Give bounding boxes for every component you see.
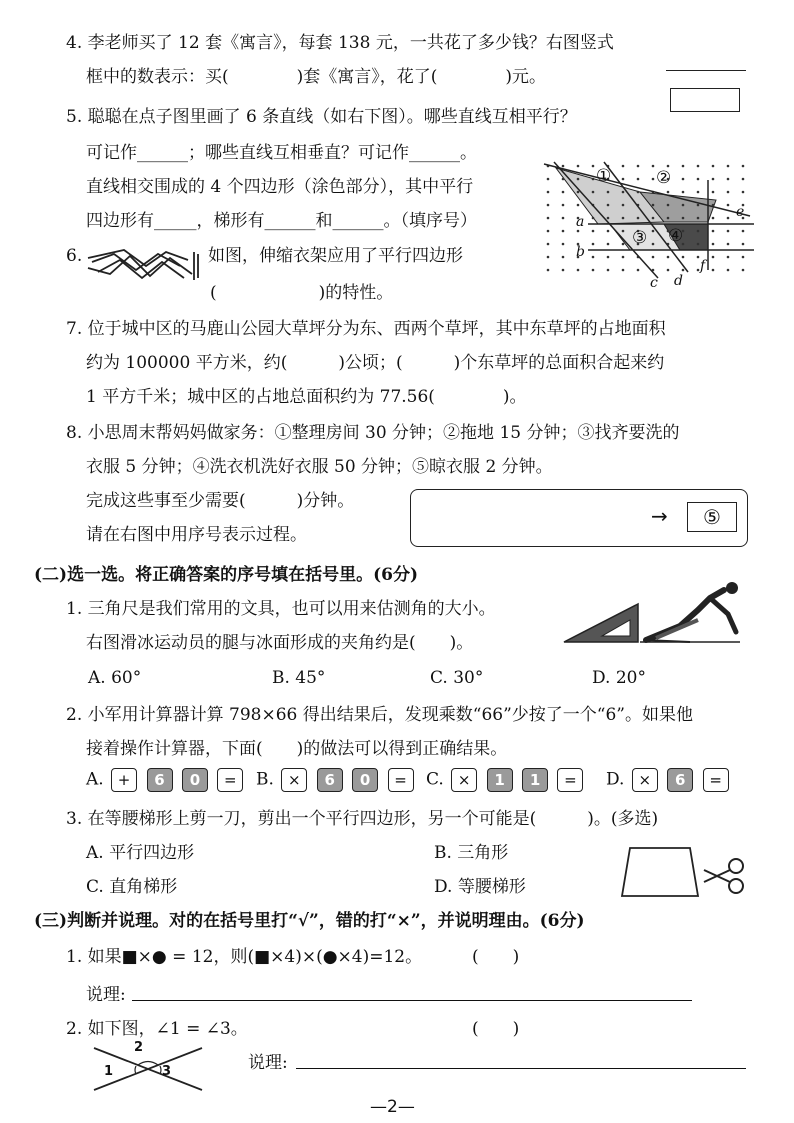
q7-line1: 7. 位于城中区的马鹿山公园大草坪分为东、西两个草坪，其中东草坪的占地面积: [66, 319, 666, 339]
line-label-d: d: [674, 273, 683, 289]
s3-q2-explain-line[interactable]: [296, 1068, 746, 1069]
line-label-e: e: [736, 204, 745, 220]
q8-line1: 8. 小思周末帮妈妈做家务：①整理房间 30 分钟；②拖地 15 分钟；③找齐要洗的: [66, 423, 680, 443]
process-answer-box[interactable]: [410, 489, 748, 547]
option-a-label: A.: [86, 769, 104, 790]
s2-q3-option-b[interactable]: B. 三角形: [434, 843, 509, 863]
s2-q2-option-b[interactable]: [256, 768, 416, 792]
digit-key-0: 0: [352, 768, 378, 792]
s2-q3-option-d[interactable]: D. 等腰梯形: [434, 877, 526, 897]
q5-line3: 直线相交围成的 4 个四边形（涂色部分），其中平行: [86, 177, 474, 197]
equals-key-icon: =: [388, 768, 414, 792]
q6-number: 6.: [66, 246, 83, 266]
digit-key-1: 1: [487, 768, 513, 792]
line-label-a: a: [576, 214, 585, 230]
s2-q1-option-c[interactable]: C. 30°: [430, 668, 484, 688]
s2-q2-option-a[interactable]: [86, 768, 245, 792]
digit-key-6: 6: [317, 768, 343, 792]
q6-line1: 如图，伸缩衣架应用了平行四边形: [208, 246, 463, 266]
process-arrow: →: [651, 504, 668, 528]
s3-q1-line: 1. 如果■×● = 12，则(■×4)×(●×4)=12。: [66, 947, 423, 967]
s2-q3-option-a[interactable]: A. 平行四边形: [86, 843, 195, 863]
option-c-label: C.: [426, 769, 444, 790]
s2-q3-options: [86, 840, 606, 904]
plus-key-icon: +: [111, 768, 137, 792]
s2-q2-options: [86, 768, 756, 798]
q4-line1: 4. 李老师买了 12 套《寓言》，每套 138 元，一共花了多少钱？右图竖式: [66, 33, 614, 53]
s2-q1-option-a[interactable]: A. 60°: [88, 668, 142, 688]
s2-q1-line1: 1. 三角尺是我们常用的文具，也可以用来估测角的大小。: [66, 599, 496, 619]
angle-figure: [90, 1040, 210, 1094]
line-label-f: f: [700, 258, 706, 274]
q8-line3: 完成这些事至少需要( )分钟。: [86, 491, 355, 511]
s3-q2-explain-label: 说理:: [248, 1053, 288, 1073]
telescopic-hanger-icon: [84, 244, 204, 288]
option-b-label: B.: [256, 769, 274, 790]
process-end-step: ⑤: [687, 502, 737, 532]
q8-line2: 衣服 5 分钟；④洗衣机洗好衣服 50 分钟；⑤晾衣服 2 分钟。: [86, 457, 553, 477]
s2-q1-option-b[interactable]: B. 45°: [272, 668, 326, 688]
s3-q2-answer-paren[interactable]: ( ): [472, 1019, 520, 1039]
s3-q2-line: 2. 如下图，∠1 = ∠3。: [66, 1019, 248, 1039]
s3-q1-explain-label: 说理:: [86, 985, 126, 1005]
triangle-ruler-icon: [562, 600, 640, 646]
speed-skater-image: [640, 580, 750, 646]
q8-line4: 请在右图中用序号表示过程。: [86, 525, 307, 545]
s2-q2-line1: 2. 小军用计算器计算 798×66 得出结果后，发现乘数“66”少按了一个“6”。如果他: [66, 705, 693, 725]
page-number: —2—: [370, 1097, 415, 1117]
region-label-2: ②: [656, 168, 672, 188]
scissors-icon: [702, 856, 748, 896]
q5-line1: 5. 聪聪在点子图里画了 6 条直线（如右下图）。哪些直线互相平行？: [66, 107, 577, 127]
equals-key-icon: =: [217, 768, 243, 792]
s2-q2-option-c[interactable]: [426, 768, 585, 792]
q6-line2: ( )的特性。: [210, 283, 394, 303]
digit-key-6: 6: [147, 768, 173, 792]
isosceles-trapezoid-figure: [620, 844, 700, 900]
s3-q1-answer-paren[interactable]: ( ): [472, 947, 520, 967]
region-label-3: ③: [632, 228, 648, 248]
digit-key-1: 1: [522, 768, 548, 792]
multiply-key-icon: ×: [281, 768, 307, 792]
q7-line2: 约为 100000 平方米，约( )公顷；( )个东草坪的总面积合起来约: [86, 353, 665, 373]
q5-line2: 可记作______；哪些直线互相垂直？可记作______。: [86, 143, 477, 163]
line-label-b: b: [576, 244, 585, 260]
q7-line3: 1 平方千米；城中区的占地总面积约为 77.56( )。: [86, 387, 527, 407]
equals-key-icon: =: [557, 768, 583, 792]
q4-vertical-form-frame: [666, 70, 746, 114]
q4-line2: 框中的数表示：买( )套《寓言》，花了( )元。: [86, 67, 547, 87]
s2-q2-line2: 接着操作计算器，下面( )的做法可以得到正确结果。: [86, 739, 508, 759]
s3-q1-explain-line[interactable]: [132, 1000, 692, 1001]
s2-q2-option-d[interactable]: [606, 768, 731, 792]
digit-key-6: 6: [667, 768, 693, 792]
multiply-key-icon: ×: [632, 768, 658, 792]
region-label-4: ④: [668, 226, 684, 246]
digit-key-0: 0: [182, 768, 208, 792]
angle-label-2: 2: [134, 1040, 144, 1055]
angle-label-1: 1: [104, 1064, 114, 1079]
figure-labels: [540, 160, 760, 295]
region-label-1: ①: [596, 166, 612, 186]
section3-heading: (三)判断并说理。对的在括号里打“√”，错的打“×”，并说明理由。(6分): [34, 911, 585, 931]
section2-heading: (二)选一选。将正确答案的序号填在括号里。(6分): [34, 565, 419, 585]
angle-label-3: 3: [162, 1064, 172, 1079]
s2-q3-line1: 3. 在等腰梯形上剪一刀，剪出一个平行四边形，另一个可能是( )。(多选): [66, 809, 659, 829]
q5-line4: 四边形有_____，梯形有______和______。（填序号）: [86, 211, 477, 231]
option-d-label: D.: [606, 769, 625, 790]
s2-q1-option-d[interactable]: D. 20°: [592, 668, 646, 688]
s2-q3-option-c[interactable]: C. 直角梯形: [86, 877, 178, 897]
equals-key-icon: =: [703, 768, 729, 792]
line-label-c: c: [650, 275, 658, 291]
multiply-key-icon: ×: [451, 768, 477, 792]
s2-q1-line2: 右图滑冰运动员的腿与冰面形成的夹角约是( )。: [86, 633, 474, 653]
